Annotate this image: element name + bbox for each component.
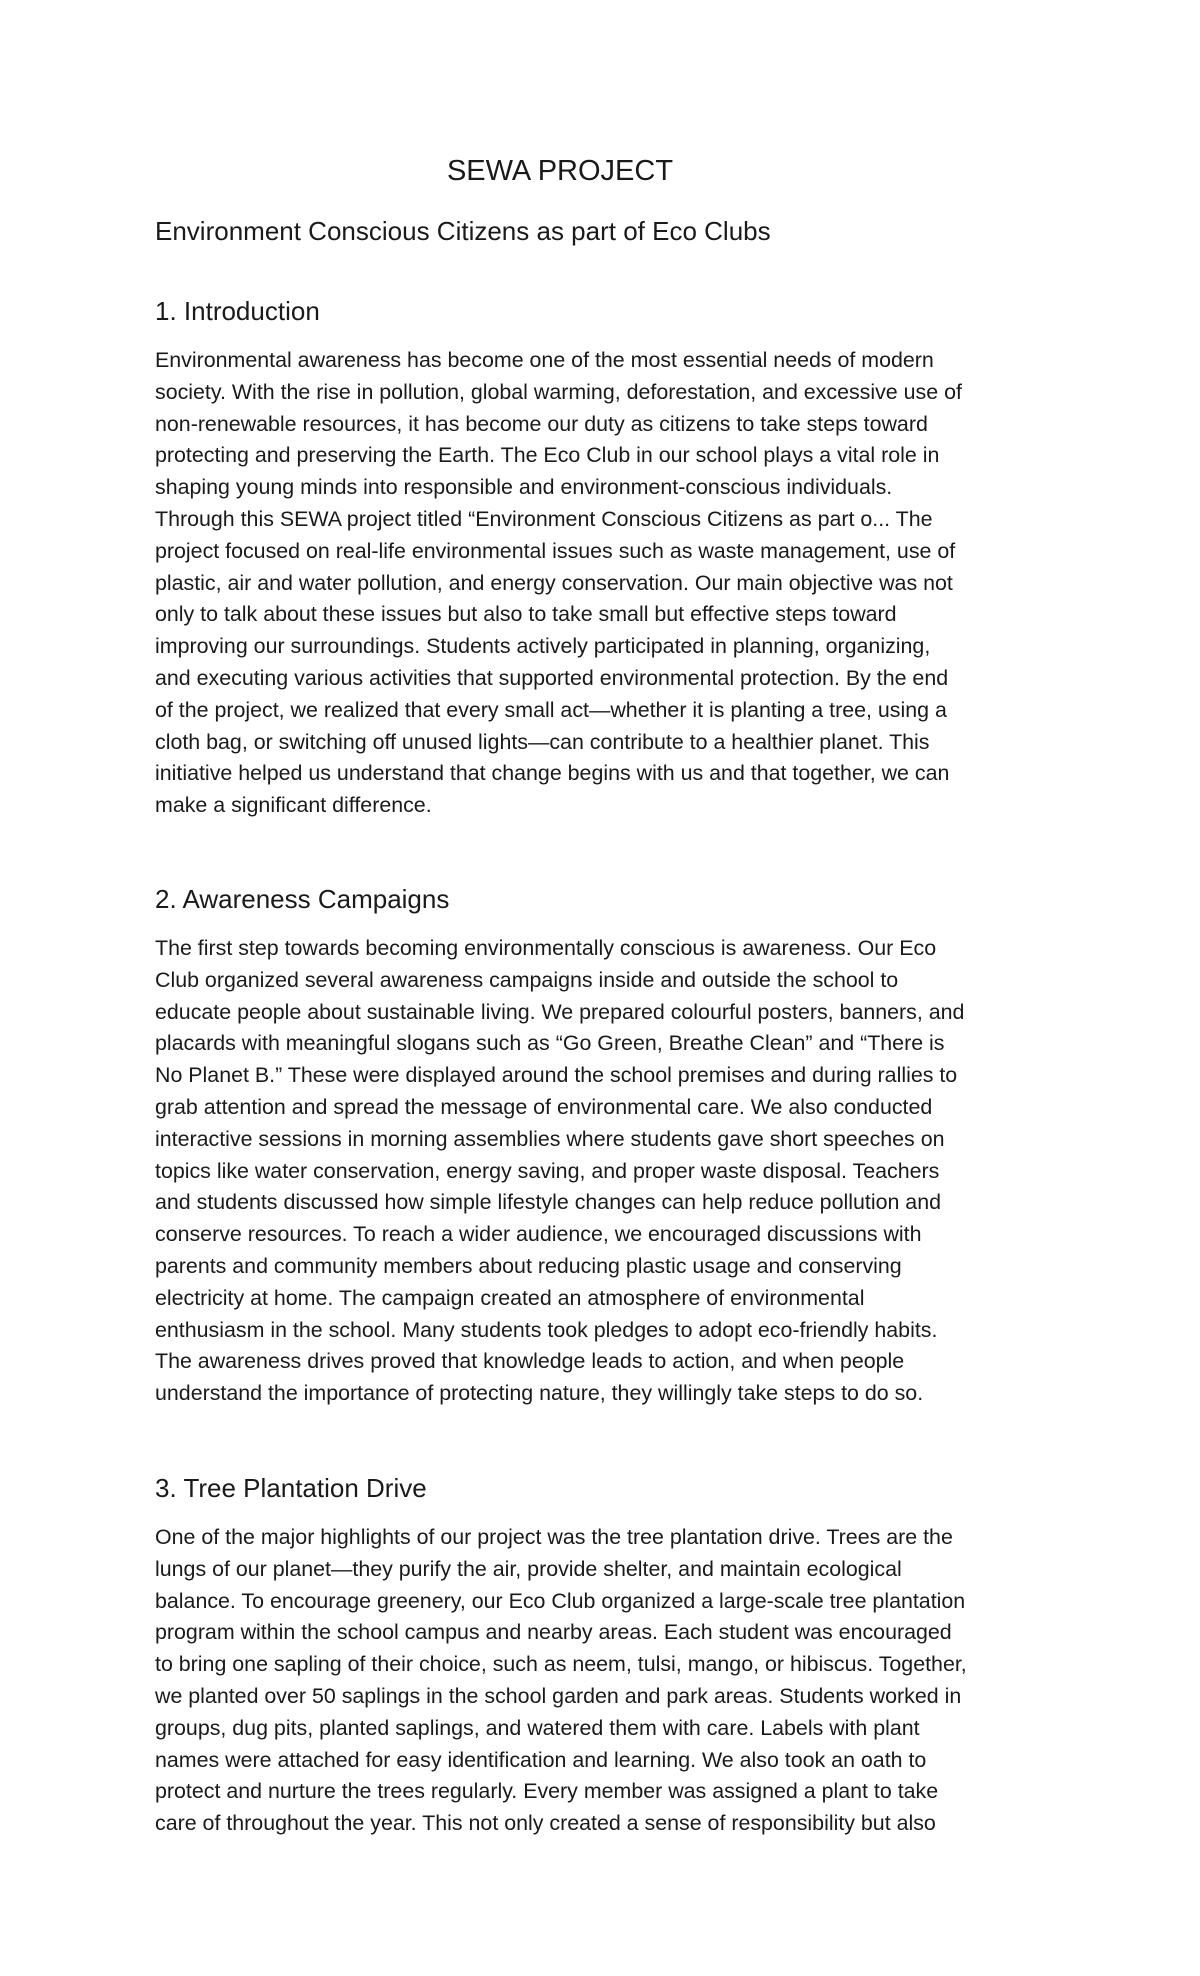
section-heading-awareness-campaigns: 2. Awareness Campaigns <box>155 884 450 914</box>
section-heading-introduction: 1. Introduction <box>155 296 320 326</box>
document-title: SEWA PROJECT <box>446 155 674 187</box>
section-body-tree-plantation-drive: One of the major highlights of our project was the tree plantation drive. Trees are the lungs of our planet—they purify the air, provide shelter, and maintain ecological balance. To encourage greenery, our Eco Club organized a large-scale tree plantation program within the school campus and nearby areas. Each student was encouraged to bring one sapling of their choice, such as neem, tulsi, mango, or hibiscus. Together, we planted over 50 saplings in the school garden and park areas. Students worked in groups, dug pits, planted saplings, and watered them with care. Labels with plant names were attached for easy identification and learning. We also took an oath to protect and nurture the trees regularly. Every member was assigned a plant to take care of throughout the year. This not only created a sense of responsibility but also <box>155 1525 967 1836</box>
section-body-awareness-campaigns: The first step towards becoming environmentally conscious is awareness. Our Eco Club organized several awareness campaigns inside and outside the school to educate people about sustainable living. We prepared colourful posters, banners, and placards with meaningful slogans such as “Go Green, Breathe Clean” and “There is No Planet B.” These were displayed around the school premises and during rallies to grab attention and spread the message of environmental care. We also conducted interactive sessions in morning assemblies where students gave short speeches on topics like water conservation, energy saving, and proper waste disposal. Teachers and students discussed how simple lifestyle changes can help reduce pollution and conserve resources. To reach a wider audience, we encouraged discussions with parents and community members about reducing plastic usage and conserving electricity at home. The campaign created an atmosphere of environmental enthusiasm in the school. Many students took pledges to adopt eco-friendly habits. The awareness drives proved that knowledge leads to action, and when people understand the importance of protecting nature, they willingly take steps to do so. <box>155 936 965 1406</box>
document-subtitle: Environment Conscious Citizens as part of Eco Clubs <box>155 216 771 246</box>
section-heading-tree-plantation-drive: 3. Tree Plantation Drive <box>155 1473 427 1503</box>
section-body-introduction: Environmental awareness has become one of the most essential needs of modern society. With the rise in pollution, global warming, deforestation, and excessive use of non-renewable resources, it has become our duty as citizens to take steps toward protecting and preserving the Earth. The Eco Club in our school plays a vital role in shaping young minds into responsible and environment-conscious individuals. Through this SEWA project titled “Environment Conscious Citizens as part o... The project focused on real-life environmental issues such as waste management, use of plastic, air and water pollution, and energy conservation. Our main objective was not only to talk about these issues but also to take small but effective steps toward improving our surroundings. Students actively participated in planning, organizing, and executing various activities that supported environmental protection. By the end of the project, we realized that every small act—whether it is planting a tree, using a cloth bag, or switching off unused lights—can contribute to a healthier planet. This initiative helped us understand that change begins with us and that together, we can make a significant difference. <box>155 348 962 818</box>
